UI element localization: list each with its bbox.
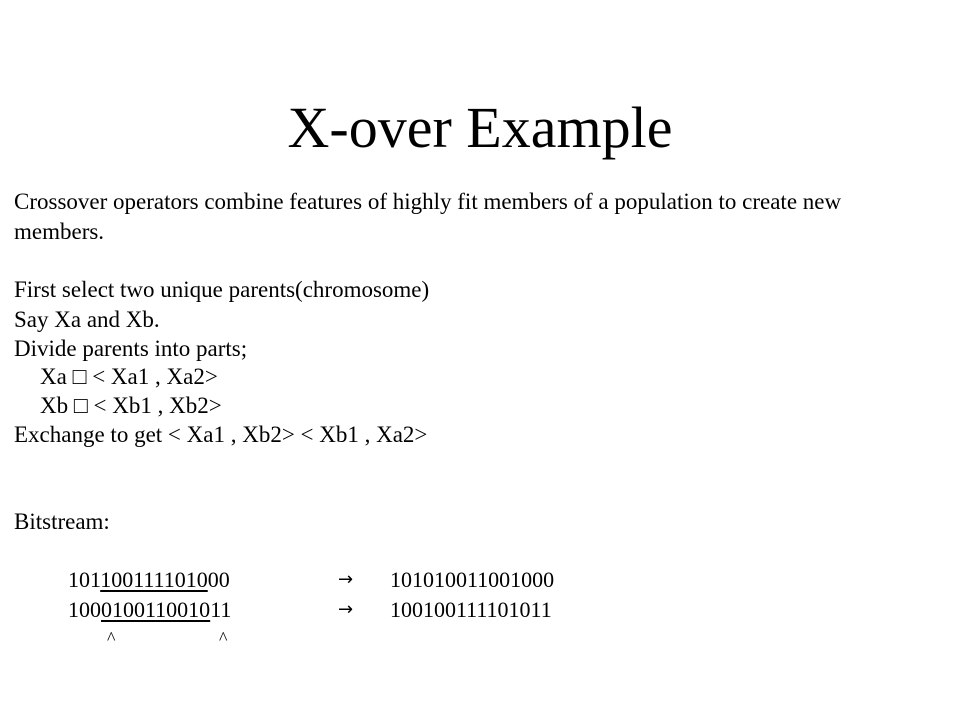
arrow-right-icon: → xyxy=(338,599,354,620)
crossover-point-marker-1: ^ xyxy=(107,628,116,648)
slide-title: X-over Example xyxy=(287,95,673,160)
bits-row1-suffix: 00 xyxy=(207,567,230,592)
bitstream-label: Bitstream: xyxy=(14,509,110,534)
bits-row1-result: 101010011001000 xyxy=(390,567,555,592)
bits-row2-result: 100100111101011 xyxy=(390,597,552,622)
bits-row2-prefix: 100 xyxy=(68,597,101,622)
bits-row1-prefix: 101 xyxy=(68,567,101,592)
bitstream-row-1 xyxy=(68,566,555,594)
bits-row2-suffix: 11 xyxy=(210,597,232,622)
intro-line-1: Crossover operators combine features of highly fit members of a population to create new xyxy=(14,189,842,214)
intro-line-2: members. xyxy=(14,219,105,244)
step-select: First select two unique parents(chromosome) xyxy=(14,277,430,302)
arrow-right-icon: → xyxy=(338,569,354,590)
step-say: Say Xa and Xb. xyxy=(14,307,160,332)
step-divide: Divide parents into parts; xyxy=(14,336,248,361)
bits-row1-crossover-segment: 1001111010 xyxy=(100,567,208,592)
bits-row2-crossover-segment: 0100110010 xyxy=(101,597,211,622)
bitstream-row-2 xyxy=(68,596,552,624)
crossover-point-marker-2: ^ xyxy=(219,628,228,648)
step-xb-split: Xb □ < Xb1 , Xb2> xyxy=(40,393,222,418)
step-xa-split: Xa □ < Xa1 , Xa2> xyxy=(40,364,218,389)
step-exchange: Exchange to get < Xa1 , Xb2> < Xb1 , Xa2> xyxy=(14,422,428,447)
